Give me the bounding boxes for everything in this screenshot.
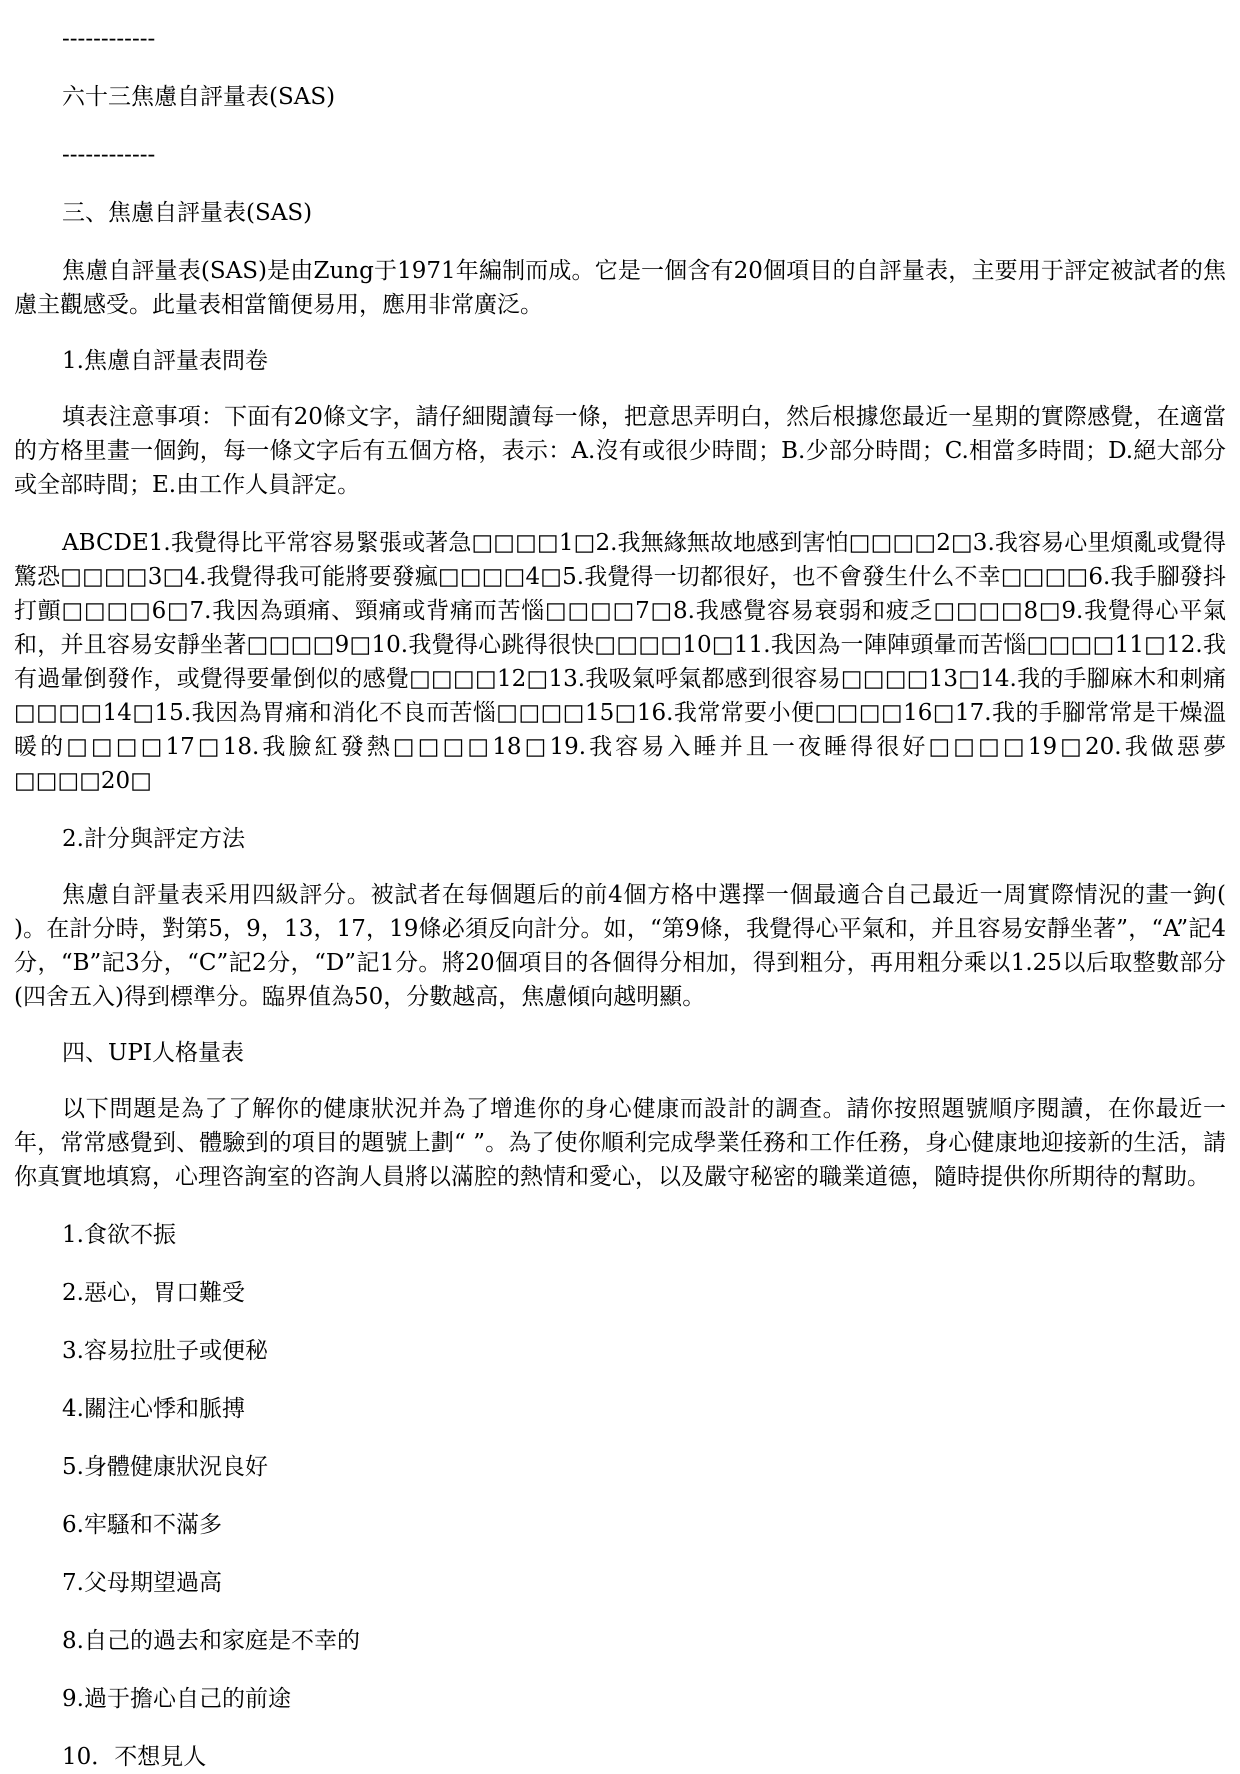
document-title: 六十三焦慮自評量表(SAS) <box>62 84 336 110</box>
scoring-paragraph: 焦慮自評量表采用四級評分。被試者在每個題后的前4個方格中選擇一個最適合自己最近一周實際情況的畫一鉤( )。在計分時，對第5，9，13，17，19條必須反向計分。如，“第9條，我覺得心平氣和，并且容易安靜坐著”，“A”記4分，“B”記3分，“C”記2分，“D”記1分。將20個項目的各個得分相加，得到粗分，再用粗分乘以1.25以后取整數部分(四舍五入)得到標準分。臨界值為50，分數越高，焦慮傾向越明顯。 <box>14 882 1226 1010</box>
section3-heading: 三、焦慮自評量表(SAS) <box>62 200 313 226</box>
list-item: 2.惡心，胃口難受 <box>62 1280 245 1306</box>
list-item: 3.容易拉肚子或便秘 <box>62 1338 268 1364</box>
list-item: 1.食欲不振 <box>62 1222 176 1248</box>
upi-item-list <box>14 1218 1226 1774</box>
separator-top: ------------ <box>62 26 156 52</box>
list-item: 10．不想見人 <box>62 1744 207 1770</box>
list-item: 7.父母期望過高 <box>62 1570 222 1596</box>
list-item: 8.自己的過去和家庭是不幸的 <box>62 1628 360 1654</box>
intro-paragraph: 焦慮自評量表(SAS)是由Zung于1971年編制而成。它是一個含有20個項目的自評量表，主要用于評定被試者的焦慮主觀感受。此量表相當簡便易用，應用非常廣泛。 <box>14 258 1226 318</box>
instructions-paragraph: 填表注意事項：下面有20條文字，請仔細閱讀每一條，把意思弄明白，然后根據您最近一星期的實際感覺，在適當的方格里畫一個鉤，每一條文字后有五個方格，表示：A.沒有或很少時間；B.少部分時間；C.相當多時間；D.絕大部分或全部時間；E.由工作人員評定。 <box>14 404 1226 498</box>
questionnaire-heading: 1.焦慮自評量表問卷 <box>62 348 268 374</box>
list-item: 4.關注心悸和脈搏 <box>62 1396 245 1422</box>
upi-intro-paragraph: 以下問題是為了了解你的健康狀況并為了增進你的身心健康而設計的調查。請你按照題號順序閱讀，在你最近一年，常常感覺到、體驗到的項目的題號上劃“ ”。為了使你順利完成學業任務和工作任務，身心健康地迎接新的生活，請你真實地填寫，心理咨詢室的咨詢人員將以滿腔的熱情和愛心，以及嚴守秘密的職業道德，隨時提供你所期待的幫助。 <box>14 1096 1226 1190</box>
list-item: 9.過于擔心自己的前途 <box>62 1686 291 1712</box>
scoring-heading: 2.計分與評定方法 <box>62 826 245 852</box>
section4-heading: 四、UPI人格量表 <box>62 1040 244 1066</box>
list-item: 6.牢騷和不滿多 <box>62 1512 222 1538</box>
separator-bottom: ------------ <box>62 142 156 168</box>
list-item: 5.身體健康狀況良好 <box>62 1454 268 1480</box>
items-paragraph: ABCDE1.我覺得比平常容易緊張或著急□□□□1□2.我無緣無故地感到害怕□□□□2□3.我容易心里煩亂或覺得驚恐□□□□3□4.我覺得我可能將要發瘋□□□□4□5.我覺得一切都很好，也不會發生什么不幸□□□□6.我手腳發抖打顫□□□□6□7.我因為頭痛、頸痛或背痛而苦惱□□□□7□8.我感覺容易衰弱和疲乏□□□□8□9.我覺得心平氣和，并且容易安靜坐著□□□□9□10.我覺得心跳得很快□□□□10□11.我因為一陣陣頭暈而苦惱□□□□11□12.我有過暈倒發作，或覺得要暈倒似的感覺□□□□12□13.我吸氣呼氣都感到很容易□□□□13□14.我的手腳麻木和刺痛□□□□14□15.我因為胃痛和消化不良而苦惱□□□□15□16.我常常要小便□□□□16□17.我的手腳常常是干燥溫暖的□□□□17□18.我臉紅發熱□□□□18□19.我容易入睡并且一夜睡得很好□□□□19□20.我做惡夢□□□□20□ <box>14 530 1226 794</box>
